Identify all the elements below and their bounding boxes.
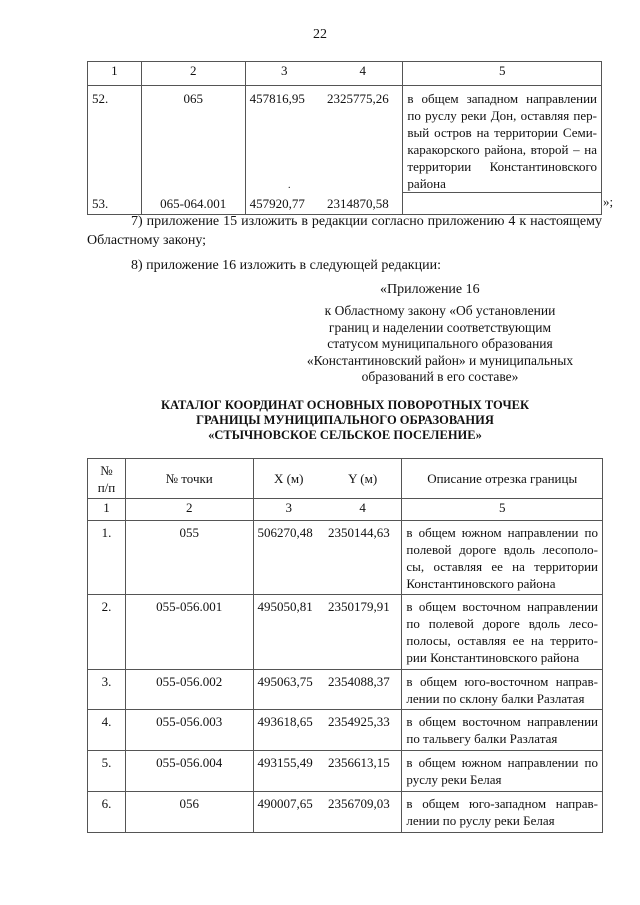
header-description: Описание отрезка границы bbox=[402, 459, 603, 499]
row-point: 055 bbox=[125, 521, 253, 595]
column-number-row bbox=[88, 499, 603, 521]
appendix-ref-line: статусом муниципального образования bbox=[327, 336, 553, 351]
table-row bbox=[88, 751, 603, 792]
catalog-title bbox=[87, 398, 603, 443]
row-x: 495050,81 bbox=[253, 595, 324, 670]
row-x: 506270,48 bbox=[253, 521, 324, 595]
table-row bbox=[88, 792, 603, 833]
col-number-4: 4 bbox=[323, 62, 403, 86]
row-num: 4. bbox=[88, 710, 126, 751]
row-x: 493618,65 bbox=[253, 710, 324, 751]
row-point: 055-056.004 bbox=[125, 751, 253, 792]
closing-mark: »; bbox=[603, 194, 614, 209]
appendix-title: «Приложение 16 bbox=[380, 282, 480, 297]
appendix-reference bbox=[285, 303, 595, 386]
table-row bbox=[88, 521, 603, 595]
continuation-table bbox=[87, 61, 602, 215]
col-number-5: 5 bbox=[403, 62, 602, 86]
table-header-row bbox=[88, 62, 602, 86]
row-x: 490007,65 bbox=[253, 792, 324, 833]
row-description: в общем восточном направлении по полевой дороге вдоль лесо-полосы, оставляя ее на террито-рии Константиновского района bbox=[402, 595, 603, 670]
row-num: 1. bbox=[88, 521, 126, 595]
col-number-2: 2 bbox=[141, 62, 245, 86]
header-number-line: п/п bbox=[97, 479, 116, 495]
stray-dot: . bbox=[288, 180, 291, 191]
header-number bbox=[88, 459, 126, 499]
table-row bbox=[88, 710, 603, 751]
row-y: 2350179,91 bbox=[324, 595, 402, 670]
appendix-ref-line: границ и наделении соответствующим bbox=[328, 319, 552, 335]
row-x: 457920,77 bbox=[245, 193, 323, 215]
row-y: 2325775,26 bbox=[323, 86, 403, 193]
row-num: 2. bbox=[88, 595, 126, 670]
catalog-title-line: ГРАНИЦЫ МУНИЦИПАЛЬНОГО ОБРАЗОВАНИЯ bbox=[196, 413, 494, 427]
col-number-4: 4 bbox=[324, 499, 402, 521]
col-number-5: 5 bbox=[402, 499, 603, 521]
row-y: 2356613,15 bbox=[324, 751, 402, 792]
table-header-row bbox=[88, 459, 603, 499]
row-num: 53. bbox=[88, 193, 142, 215]
row-y: 2350144,63 bbox=[324, 521, 402, 595]
row-num: 52. bbox=[88, 86, 142, 193]
row-y: 2314870,58 bbox=[323, 193, 403, 215]
row-description: в общем восточном направлении по тальвегу балки Разлатая bbox=[402, 710, 603, 751]
row-description: в общем юго-западном направ-лении по руслу реки Белая bbox=[402, 792, 603, 833]
table-row bbox=[88, 670, 603, 710]
row-y: 2354925,33 bbox=[324, 710, 402, 751]
row-x: 457816,95 bbox=[245, 86, 323, 193]
col-number-1: 1 bbox=[88, 62, 142, 86]
appendix-ref-line: образований в его составе» bbox=[361, 369, 519, 384]
row-point: 055-056.001 bbox=[125, 595, 253, 670]
row-num: 3. bbox=[88, 670, 126, 710]
row-description: в общем юго-восточном направ-лении по склону балки Разлатая bbox=[402, 670, 603, 710]
header-number-line: № bbox=[100, 462, 113, 478]
col-number-3: 3 bbox=[253, 499, 324, 521]
row-y: 2356709,03 bbox=[324, 792, 402, 833]
header-point: № точки bbox=[125, 459, 253, 499]
row-description: в общем западном направлении по руслу реки Дон, оставляя пер-вый остров на территории Семи-каракорского района, второй – на территории Константиновского района bbox=[403, 86, 602, 193]
table-row bbox=[88, 595, 603, 670]
paragraph-8: 8) приложение 16 изложить в следующей редакции: bbox=[131, 258, 441, 273]
row-y: 2354088,37 bbox=[324, 670, 402, 710]
col-number-1: 1 bbox=[88, 499, 126, 521]
appendix-ref-line: «Константиновский район» и муниципальных bbox=[306, 352, 574, 368]
row-x: 495063,75 bbox=[253, 670, 324, 710]
header-y: Y (м) bbox=[324, 459, 402, 499]
col-number-2: 2 bbox=[125, 499, 253, 521]
coordinates-table bbox=[87, 458, 603, 833]
row-point: 055-056.003 bbox=[125, 710, 253, 751]
col-number-3: 3 bbox=[245, 62, 323, 86]
row-x: 493155,49 bbox=[253, 751, 324, 792]
table-row bbox=[88, 86, 602, 193]
header-x: X (м) bbox=[253, 459, 324, 499]
row-point: 065 bbox=[141, 86, 245, 193]
page-number: 22 bbox=[313, 27, 327, 42]
paragraph-7: 7) приложение 15 изложить в редакции согласно приложению 4 к настоящему Областному закону; bbox=[87, 214, 602, 248]
row-point: 055-056.002 bbox=[125, 670, 253, 710]
row-description: в общем южном направлении по руслу реки Белая bbox=[402, 751, 603, 792]
row-num: 5. bbox=[88, 751, 126, 792]
row-point: 065-064.001 bbox=[141, 193, 245, 215]
appendix-ref-line: к Областному закону «Об установлении bbox=[324, 303, 556, 318]
row-description: в общем южном направлении по полевой дороге вдоль лесополо-сы, оставляя ее на территории Константиновского района bbox=[402, 521, 603, 595]
catalog-title-line: «СТЫЧНОВСКОЕ СЕЛЬСКОЕ ПОСЕЛЕНИЕ» bbox=[208, 428, 482, 442]
row-num: 6. bbox=[88, 792, 126, 833]
row-point: 056 bbox=[125, 792, 253, 833]
catalog-title-line: КАТАЛОГ КООРДИНАТ ОСНОВНЫХ ПОВОРОТНЫХ ТОЧЕК bbox=[160, 398, 530, 412]
